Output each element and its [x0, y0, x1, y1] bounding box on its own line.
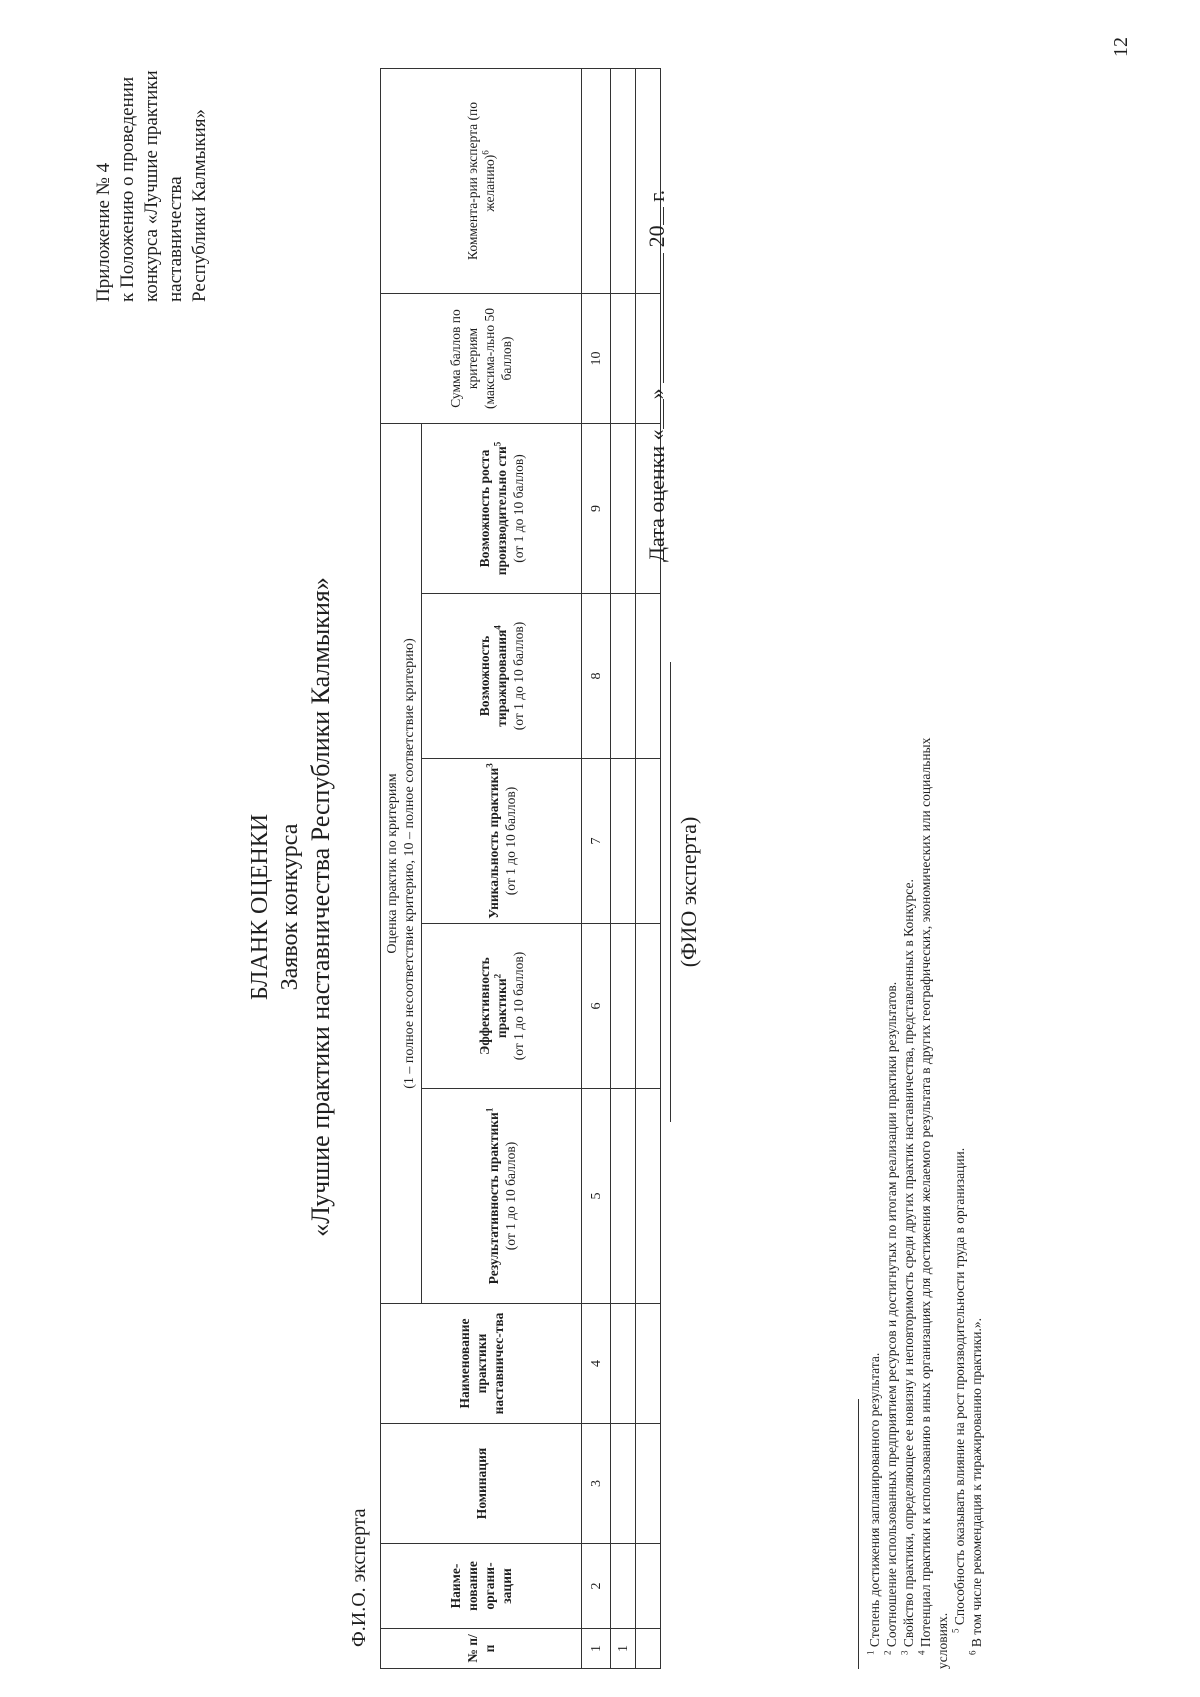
criterion-footnote-ref: 2 [492, 973, 503, 979]
column-number: 3 [582, 1424, 611, 1544]
criterion-name: Уникальность практики [485, 767, 501, 919]
criterion-range: (от 1 до 10 баллов) [511, 621, 526, 731]
entry-cell[interactable] [611, 1089, 636, 1304]
column-number: 5 [582, 1089, 611, 1304]
form-title-block [245, 357, 337, 1457]
footnote: $^1$ Степень достижения запланированного результата. [865, 1352, 882, 1655]
header-number: № п/п [381, 1629, 582, 1669]
appendix-note [92, 2, 212, 302]
column-number: 2 [582, 1544, 611, 1629]
form-title: БЛАНК ОЦЕНКИ [247, 813, 273, 1001]
date-label: Дата оценки « [644, 429, 669, 562]
entry-cell[interactable] [611, 1304, 636, 1424]
entry-cell[interactable] [611, 1424, 636, 1544]
date-year-field[interactable] [645, 207, 664, 225]
criterion-name: Возможность тиражирования [477, 629, 509, 727]
contest-name: «Лучшие практики наставничества Республики Калмыкия» [306, 577, 335, 1237]
footnote-continuation: условиях. [935, 1612, 950, 1669]
appendix-line: Республики Калмыкия» [189, 109, 210, 302]
entry-cell[interactable] [636, 1304, 661, 1424]
entry-cell[interactable] [611, 69, 636, 294]
expert-fio-caption: (ФИО эксперта) [676, 816, 701, 968]
criterion-range: (от 1 до 10 баллов) [511, 454, 526, 563]
criterion-footnote-ref: 4 [492, 625, 503, 630]
entry-cell[interactable] [611, 924, 636, 1089]
criteria-group-title: Оценка практик по критериям [385, 773, 400, 954]
entry-row [611, 69, 636, 1669]
entry-cell[interactable] [611, 1544, 636, 1629]
criterion-range: (от 1 до 10 баллов) [502, 1141, 518, 1251]
entry-row-number: 1 [611, 1629, 636, 1669]
date-month-field[interactable] [645, 253, 664, 383]
appendix-line: Приложение № 4 [93, 162, 114, 302]
comments-label: Коммента-рии эксперта (по желанию) [465, 102, 497, 260]
appendix-line: к Положению о проведении [117, 76, 138, 302]
header-nomination: Номинация [381, 1424, 582, 1544]
header-criterion-productivity [422, 424, 582, 594]
expert-name-label: Ф.И.О. эксперта [348, 1508, 370, 1647]
header-score-sum: Сумма баллов по критериям (максима-льно 50 баллов) [381, 294, 582, 424]
header-criterion-replicability [422, 594, 582, 759]
date-year-suffix: г. [644, 189, 669, 202]
footnote: $^2$ Соотношение использованных предприятием ресурсов и достигнутых по итогам реализации практики результатов. [882, 981, 899, 1655]
header-comments [381, 69, 582, 294]
criteria-group-subtitle: (1 – полное несоответствие критерию, 10 – полное соответствие критерию) [402, 638, 417, 1089]
criterion-name: Возможность роста производительно сти [477, 446, 509, 576]
appendix-line: конкурса «Лучшие практики [141, 70, 162, 302]
signature-block [640, 72, 700, 1122]
footnote: $^4$ Потенциал практики к использованию в иных организациях для достижения желаемого результата в других географических, экономических или социальных [916, 737, 933, 1655]
date-day-field[interactable] [645, 399, 664, 429]
criterion-footnote-ref: 1 [484, 1107, 494, 1113]
date-quote-close: » [644, 388, 669, 400]
column-number-row [582, 69, 611, 1669]
evaluation-date [644, 190, 670, 562]
entry-cell[interactable] [636, 1629, 661, 1669]
column-number: 1 [582, 1629, 611, 1669]
comments-footnote-ref: 6 [480, 150, 491, 155]
header-organization: Наиме-нование органи-зации [381, 1544, 582, 1629]
footnote: $^6$ В том числе рекомендация к тиражированию практики.». [967, 1318, 984, 1655]
date-year-prefix: 20 [644, 225, 669, 248]
signature-line[interactable] [670, 662, 671, 1122]
criterion-range: (от 1 до 10 баллов) [502, 786, 518, 896]
column-number: 6 [582, 924, 611, 1089]
footnote: $^5$ Способность оказывать влияние на рост производительности труда в организации. [950, 1147, 967, 1633]
entry-cell[interactable] [611, 759, 636, 924]
column-number: 7 [582, 759, 611, 924]
entry-cell[interactable] [611, 594, 636, 759]
column-number: 4 [582, 1304, 611, 1424]
criterion-footnote-ref: 3 [484, 763, 494, 768]
header-practice-name: Наименование практики наставничес-тва [381, 1304, 582, 1424]
header-criterion-efficiency [422, 924, 582, 1089]
criterion-footnote-ref: 5 [492, 441, 503, 447]
criterion-range: (от 1 до 10 баллов) [511, 951, 526, 1061]
form-subtitle: Заявок конкурса [277, 823, 303, 991]
footnote: $^3$ Свойство практики, определяющее ее новизну и неповторимость среди других практик наставничества, представленных в Конкурсе. [899, 879, 916, 1655]
header-criteria-group [381, 424, 422, 1304]
column-number: 10 [582, 294, 611, 424]
footnotes [866, 69, 985, 1669]
entry-cell[interactable] [636, 1424, 661, 1544]
appendix-line: наставничества [165, 176, 186, 302]
criterion-name: Результативность практики [485, 1112, 501, 1285]
entry-cell[interactable] [611, 424, 636, 594]
header-criterion-effectiveness [422, 1089, 582, 1304]
header-criterion-uniqueness [422, 759, 582, 924]
entry-cell[interactable] [636, 1544, 661, 1629]
column-number: 9 [582, 424, 611, 594]
criterion-name: Эффективность практики [477, 957, 509, 1055]
footnote-separator [858, 1399, 859, 1669]
entry-cell[interactable] [611, 294, 636, 424]
page-number: 12 [1110, 37, 1132, 57]
evaluation-table [380, 68, 661, 1669]
column-number: 8 [582, 594, 611, 759]
